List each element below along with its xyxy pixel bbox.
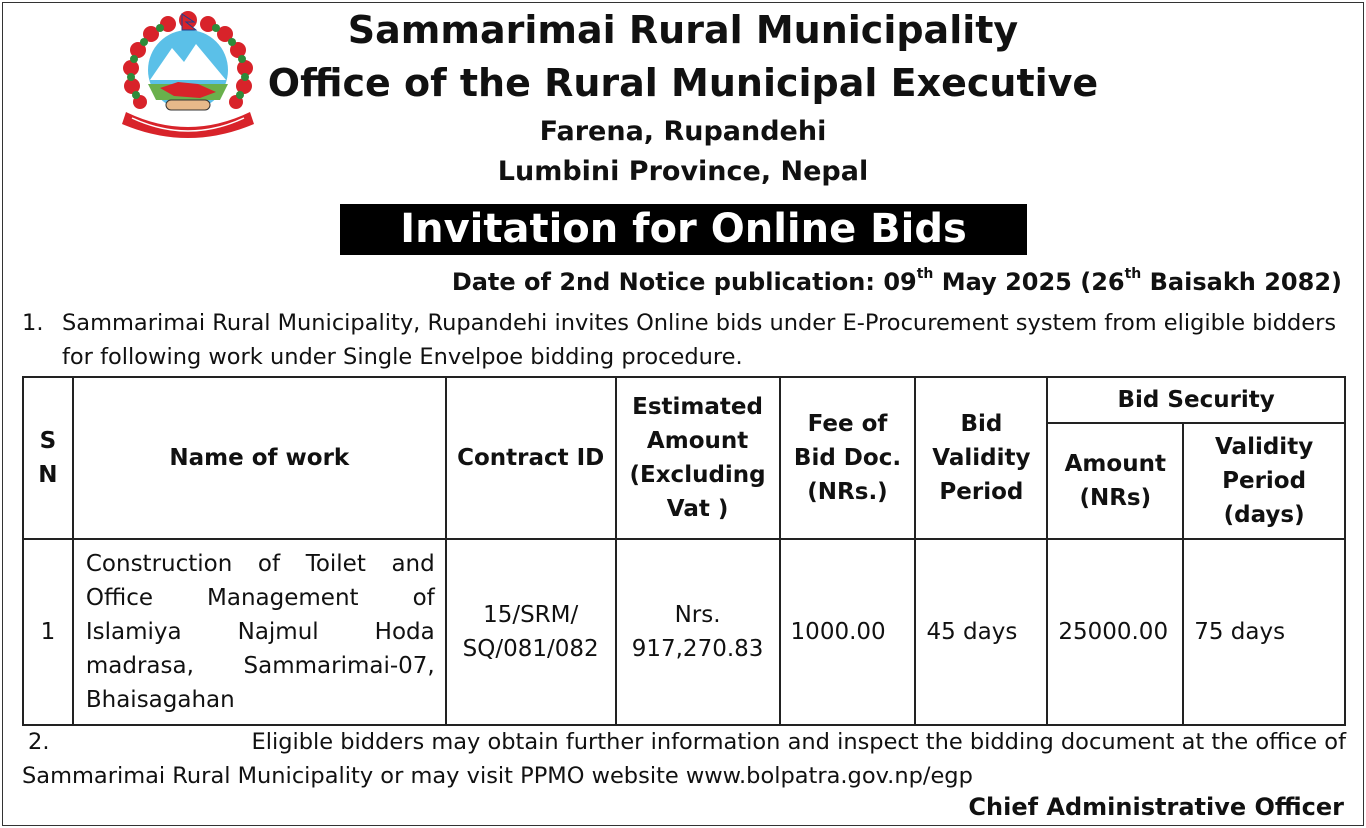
header-security-validity: Validity Period (days) [1183, 423, 1345, 539]
notice-title-banner: Invitation for Online Bids [340, 204, 1027, 255]
cell-fee: 1000.00 [780, 539, 916, 725]
paragraph-2 [22, 725, 1346, 793]
cell-bid-validity: 45 days [915, 539, 1047, 725]
paragraph-2-text-line-2: Sammarimai Rural Municipality or may visit PPMO website www.bolpatra.gov.np/egp [22, 763, 973, 789]
paragraph-1-number: 1. [22, 310, 44, 336]
paragraph-2-number: 2. [28, 729, 50, 755]
bid-table [22, 376, 1346, 726]
publication-date-suffix: Baisakh 2082) [1141, 268, 1342, 296]
header-sn: S N [23, 377, 73, 539]
signatory-title: Chief Administrative Officer [968, 793, 1344, 821]
header-estimated-amount: Estimated Amount (Excluding Vat ) [616, 377, 780, 539]
address-line-2: Lumbini Province, Nepal [497, 156, 869, 187]
address-line-1: Farena, Rupandehi [539, 116, 827, 147]
paragraph-1 [22, 306, 1352, 374]
cell-estimated-amount: Nrs. 917,270.83 [616, 539, 780, 725]
ordinal-suffix: th [1124, 266, 1142, 282]
cell-security-validity: 75 days [1183, 539, 1345, 725]
publication-date-mid: May 2025 (26 [933, 268, 1125, 296]
header-bid-validity: Bid Validity Period [915, 377, 1047, 539]
header-security-amount: Amount (NRs) [1047, 423, 1183, 539]
paragraph-2-line-1 [22, 725, 1346, 759]
header-name-of-work: Name of work [73, 377, 446, 539]
header-contract-id: Contract ID [446, 377, 616, 539]
paragraph-1-text: Sammarimai Rural Municipality, Rupandehi invites Online bids under E-Procurement system from eligible bidders for following work under Single Envelpoe bidding procedure. [62, 310, 1337, 370]
paragraph-2-text-line-1: Eligible bidders may obtain further information and inspect the bidding document at the office of [251, 729, 1346, 755]
publication-date [452, 268, 1342, 296]
publication-date-prefix: Date of 2nd Notice publication: 09 [451, 268, 917, 296]
cell-name-of-work: Construction of Toilet and Office Management of Islamiya Najmul Hoda madrasa, Sammarimai-07, Bhaisagahan [73, 539, 446, 725]
office-name: Office of the Rural Municipal Executive [267, 61, 1099, 105]
municipality-name: Sammarimai Rural Municipality [347, 8, 1019, 52]
header-bid-security: Bid Security [1047, 377, 1345, 423]
cell-contract-id: 15/SRM/ SQ/081/082 [446, 539, 616, 725]
table-row [23, 539, 1345, 725]
cell-sn: 1 [23, 539, 73, 725]
ordinal-suffix: th [916, 266, 934, 282]
cell-security-amount: 25000.00 [1047, 539, 1183, 725]
header-fee: Fee of Bid Doc. (NRs.) [780, 377, 916, 539]
